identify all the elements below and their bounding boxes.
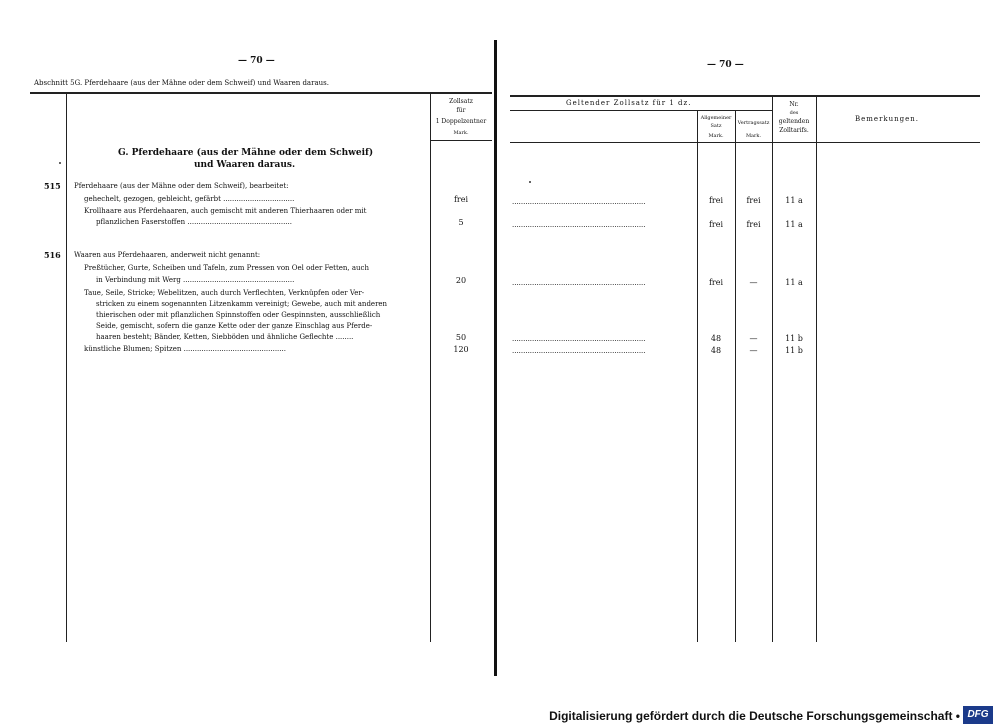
entry-value: 20 <box>455 276 467 285</box>
entry-text: stricken zu einem sogenannten Litzenkamm vereinigt; Gewebe, auch mit anderen <box>96 300 388 308</box>
section-title-line1: G. Pferdehaare (aus der Mähne oder dem Schweif) <box>118 148 374 158</box>
right-header-main: Geltender Zollsatz für 1 dz. <box>566 99 692 107</box>
entry-number: 515 <box>44 181 61 191</box>
right-rule-general <box>697 110 698 642</box>
entry-text: Pferdehaare (aus der Mähne oder dem Schweif), bearbeitet: <box>74 182 289 190</box>
left-page-number: — 70 — <box>238 56 275 66</box>
right-header-contract-line1: Vertragssatz <box>737 120 770 126</box>
entry-text: Taue, Seile, Stricke; Webelitzen, auch durch Verflechten, Verknüpfen oder Ver- <box>84 289 365 297</box>
left-col-header-line2: für <box>456 107 466 114</box>
left-col-header-unit: Mark. <box>453 130 469 136</box>
entry-text: gehechelt, gezogen, gebleicht, gefärbt ................................ <box>84 195 295 203</box>
row-contract: frei <box>746 196 761 205</box>
entry-text: Seide, gemischt, sofern die ganze Kette oder der ganze Einschlag aus Pferde- <box>96 322 373 330</box>
entry-value: frei <box>453 195 469 204</box>
right-header-nr-line1: Nr. <box>789 101 799 108</box>
left-rule-number-column <box>66 94 67 642</box>
right-rule-nr <box>772 96 773 642</box>
right-rule-remarks <box>816 96 817 642</box>
row-leader: ............................................................ <box>512 280 646 287</box>
row-nr: 11 b <box>785 346 803 355</box>
row-leader: ............................................................ <box>512 222 646 229</box>
right-header-nr-line4: Zolltarifs. <box>779 127 809 134</box>
digitization-credit: Digitalisierung gefördert durch die Deutsche Forschungsgemeinschaft • <box>549 709 960 723</box>
margin-mark <box>59 162 61 164</box>
right-header-nr-line3: geltenden <box>778 118 810 125</box>
row-leader: ............................................................ <box>512 348 646 355</box>
margin-mark <box>529 181 531 183</box>
row-nr: 11 a <box>785 196 803 205</box>
entry-number: 516 <box>44 250 61 260</box>
row-general: frei <box>708 220 724 229</box>
entry-text: pflanzlichen Faserstoffen ............................................... <box>96 218 292 226</box>
row-nr: 11 b <box>785 334 803 343</box>
entry-value: 50 <box>455 333 467 342</box>
left-col-header-line1: Zollsatz <box>449 98 473 105</box>
left-header-rule <box>430 140 492 141</box>
row-general: 48 <box>710 346 722 355</box>
right-header-contract-unit: Mark. <box>745 133 762 139</box>
row-nr: 11 a <box>785 220 803 229</box>
row-contract: — <box>749 346 758 355</box>
entry-text: künstliche Blumen; Spitzen .............................................. <box>84 345 286 353</box>
right-header-general-line2: Satz <box>710 123 722 129</box>
row-contract: frei <box>746 220 761 229</box>
page-gutter <box>494 40 497 676</box>
right-header-nr-line2: des <box>789 110 799 116</box>
right-header-rule <box>510 142 980 143</box>
entry-text: Preßtücher, Gurte, Scheiben und Tafeln, zum Pressen von Oel oder Fetten, auch <box>84 264 369 272</box>
entry-value: 120 <box>453 345 469 354</box>
entry-text: haaren besteht; Bänder, Ketten, Siebböden und ähnliche Geflechte ........ <box>96 333 354 341</box>
row-general: 48 <box>710 334 722 343</box>
entry-text: Krollhaare aus Pferdehaaren, auch gemischt mit anderen Thierhaaren oder mit <box>84 207 367 215</box>
section-title-line2: und Waaren daraus. <box>194 160 296 170</box>
row-contract: — <box>749 278 758 287</box>
right-header-general-unit: Mark. <box>708 133 724 139</box>
entry-text: in Verbindung mit Werg .................................................. <box>96 276 295 284</box>
row-general: frei <box>708 278 724 287</box>
row-contract: — <box>749 334 758 343</box>
entry-text: Waaren aus Pferdehaaren, anderweit nicht genannt: <box>74 251 261 259</box>
right-header-remarks: Bemerkungen. <box>855 115 920 123</box>
row-general: frei <box>708 196 724 205</box>
row-nr: 11 a <box>785 278 803 287</box>
left-col-header-line3: 1 Doppelzentner <box>435 118 487 125</box>
right-page-number: — 70 — <box>707 60 744 70</box>
right-top-rule <box>510 95 980 97</box>
left-top-rule <box>30 92 492 94</box>
entry-value: 5 <box>458 218 464 227</box>
row-leader: ............................................................ <box>512 336 646 343</box>
right-rule-contract <box>735 110 736 642</box>
row-leader: ............................................................ <box>512 199 646 206</box>
right-header-general-line1: Allgemeiner <box>700 115 732 121</box>
left-rule-value-column <box>430 94 431 642</box>
right-subheader-rule <box>510 110 772 111</box>
left-running-head: Abschnitt 5G. Pferdehaare (aus der Mähne oder dem Schweif) und Waaren daraus. <box>34 79 329 87</box>
dfg-logo: DFG <box>963 706 993 724</box>
entry-text: thierischen oder mit pflanzlichen Spinnstoffen oder Gespinnsten, ausschließlich <box>96 311 381 319</box>
